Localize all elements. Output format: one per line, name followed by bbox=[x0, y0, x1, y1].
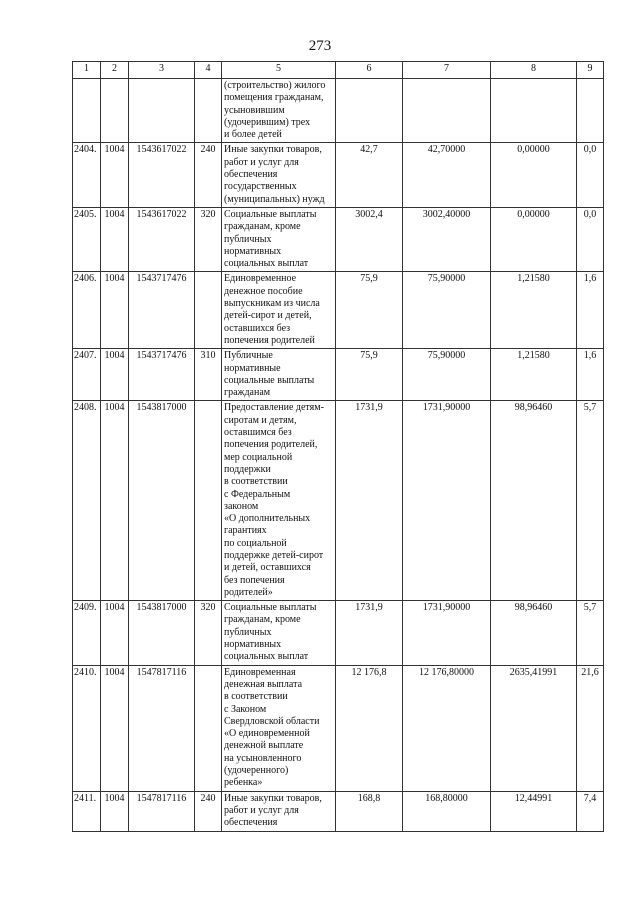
section-code-cell: 1004 bbox=[101, 601, 129, 665]
description-cell: Предоставление детям- сиротам и детям, оставшимся без попечения родителей, мер социальной поддержки в соответствии с Федеральным законом «О дополнительных гарантиях по социальной поддержке детей-сирот и детей, оставшихся без попечения родителей» bbox=[222, 401, 336, 601]
expense-type-cell: 240 bbox=[195, 791, 222, 831]
row-number-cell: 2405. bbox=[73, 207, 101, 271]
planned-amount-cell: 75,9 bbox=[336, 272, 403, 349]
expense-type-cell: 310 bbox=[195, 349, 222, 401]
column-header: 4 bbox=[195, 62, 222, 79]
percent-cell: 0,0 bbox=[577, 143, 604, 207]
planned-amount-cell: 42,7 bbox=[336, 143, 403, 207]
description-cell: Социальные выплаты гражданам, кроме публичных нормативных социальных выплат bbox=[222, 207, 336, 271]
row-number-cell: 2411. bbox=[73, 791, 101, 831]
description-cell: Публичные нормативные социальные выплаты гражданам bbox=[222, 349, 336, 401]
percent-cell: 5,7 bbox=[577, 601, 604, 665]
description-cell: Иные закупки товаров, работ и услуг для обеспечения государственных (муниципальных) нужд bbox=[222, 143, 336, 207]
column-header: 3 bbox=[129, 62, 195, 79]
description-cell: (строительство) жилого помещения гражданам, усыновившим (удочерившим) трех и более детей bbox=[222, 79, 336, 143]
target-article-cell: 1543717476 bbox=[129, 272, 195, 349]
section-code-cell: 1004 bbox=[101, 791, 129, 831]
section-code-cell: 1004 bbox=[101, 349, 129, 401]
executed-amount-cell: 12,44991 bbox=[491, 791, 577, 831]
planned-amount-cell: 75,9 bbox=[336, 349, 403, 401]
target-article-cell: 1543817000 bbox=[129, 401, 195, 601]
section-code-cell: 1004 bbox=[101, 665, 129, 791]
column-header: 5 bbox=[222, 62, 336, 79]
expense-type-cell: 320 bbox=[195, 601, 222, 665]
percent-cell: 5,7 bbox=[577, 401, 604, 601]
executed-amount-cell: 0,00000 bbox=[491, 207, 577, 271]
expense-type-cell bbox=[195, 272, 222, 349]
column-header: 7 bbox=[403, 62, 491, 79]
table-row bbox=[73, 143, 604, 207]
column-header: 8 bbox=[491, 62, 577, 79]
expense-type-cell bbox=[195, 401, 222, 601]
budget-table bbox=[72, 61, 604, 832]
planned-amount-cell: 168,8 bbox=[336, 791, 403, 831]
description-cell: Социальные выплаты гражданам, кроме публичных нормативных социальных выплат bbox=[222, 601, 336, 665]
row-number-cell: 2409. bbox=[73, 601, 101, 665]
section-code-cell: 1004 bbox=[101, 207, 129, 271]
section-code-cell bbox=[101, 79, 129, 143]
expense-type-cell bbox=[195, 79, 222, 143]
row-number-cell: 2408. bbox=[73, 401, 101, 601]
percent-cell bbox=[577, 79, 604, 143]
table-row bbox=[73, 272, 604, 349]
approved-amount-cell: 3002,40000 bbox=[403, 207, 491, 271]
table-row bbox=[73, 401, 604, 601]
target-article-cell: 1547817116 bbox=[129, 791, 195, 831]
column-header: 9 bbox=[577, 62, 604, 79]
target-article-cell: 1543617022 bbox=[129, 207, 195, 271]
table-header-row bbox=[73, 62, 604, 79]
executed-amount-cell: 0,00000 bbox=[491, 143, 577, 207]
target-article-cell: 1543817000 bbox=[129, 601, 195, 665]
planned-amount-cell: 12 176,8 bbox=[336, 665, 403, 791]
planned-amount-cell bbox=[336, 79, 403, 143]
percent-cell: 1,6 bbox=[577, 349, 604, 401]
executed-amount-cell: 1,21580 bbox=[491, 272, 577, 349]
percent-cell: 7,4 bbox=[577, 791, 604, 831]
executed-amount-cell: 98,96460 bbox=[491, 401, 577, 601]
approved-amount-cell: 168,80000 bbox=[403, 791, 491, 831]
table-body bbox=[73, 79, 604, 832]
row-number-cell: 2406. bbox=[73, 272, 101, 349]
target-article-cell: 1547817116 bbox=[129, 665, 195, 791]
approved-amount-cell: 75,90000 bbox=[403, 349, 491, 401]
section-code-cell: 1004 bbox=[101, 401, 129, 601]
executed-amount-cell: 1,21580 bbox=[491, 349, 577, 401]
description-cell: Единовременное денежное пособие выпускникам из числа детей-сирот и детей, оставшихся без попечения родителей bbox=[222, 272, 336, 349]
column-header: 1 bbox=[73, 62, 101, 79]
target-article-cell: 1543717476 bbox=[129, 349, 195, 401]
section-code-cell: 1004 bbox=[101, 143, 129, 207]
approved-amount-cell: 1731,90000 bbox=[403, 401, 491, 601]
table-row bbox=[73, 601, 604, 665]
percent-cell: 0,0 bbox=[577, 207, 604, 271]
table-row bbox=[73, 79, 604, 143]
column-header: 2 bbox=[101, 62, 129, 79]
planned-amount-cell: 1731,9 bbox=[336, 601, 403, 665]
target-article-cell: 1543617022 bbox=[129, 143, 195, 207]
executed-amount-cell: 2635,41991 bbox=[491, 665, 577, 791]
executed-amount-cell bbox=[491, 79, 577, 143]
executed-amount-cell: 98,96460 bbox=[491, 601, 577, 665]
table-row bbox=[73, 349, 604, 401]
planned-amount-cell: 3002,4 bbox=[336, 207, 403, 271]
row-number-cell bbox=[73, 79, 101, 143]
expense-type-cell: 240 bbox=[195, 143, 222, 207]
row-number-cell: 2410. bbox=[73, 665, 101, 791]
target-article-cell bbox=[129, 79, 195, 143]
table-row bbox=[73, 665, 604, 791]
table-row bbox=[73, 791, 604, 831]
percent-cell: 1,6 bbox=[577, 272, 604, 349]
description-cell: Иные закупки товаров, работ и услуг для обеспечения bbox=[222, 791, 336, 831]
table-row bbox=[73, 207, 604, 271]
approved-amount-cell: 12 176,80000 bbox=[403, 665, 491, 791]
row-number-cell: 2404. bbox=[73, 143, 101, 207]
section-code-cell: 1004 bbox=[101, 272, 129, 349]
approved-amount-cell: 42,70000 bbox=[403, 143, 491, 207]
approved-amount-cell: 1731,90000 bbox=[403, 601, 491, 665]
percent-cell: 21,6 bbox=[577, 665, 604, 791]
expense-type-cell bbox=[195, 665, 222, 791]
expense-type-cell: 320 bbox=[195, 207, 222, 271]
planned-amount-cell: 1731,9 bbox=[336, 401, 403, 601]
approved-amount-cell bbox=[403, 79, 491, 143]
row-number-cell: 2407. bbox=[73, 349, 101, 401]
description-cell: Единовременная денежная выплата в соответствии с Законом Свердловской области «О единовременной денежной выплате на усыновленного (удочеренного) ребенка» bbox=[222, 665, 336, 791]
approved-amount-cell: 75,90000 bbox=[403, 272, 491, 349]
column-header: 6 bbox=[336, 62, 403, 79]
page-number: 273 bbox=[308, 38, 332, 54]
